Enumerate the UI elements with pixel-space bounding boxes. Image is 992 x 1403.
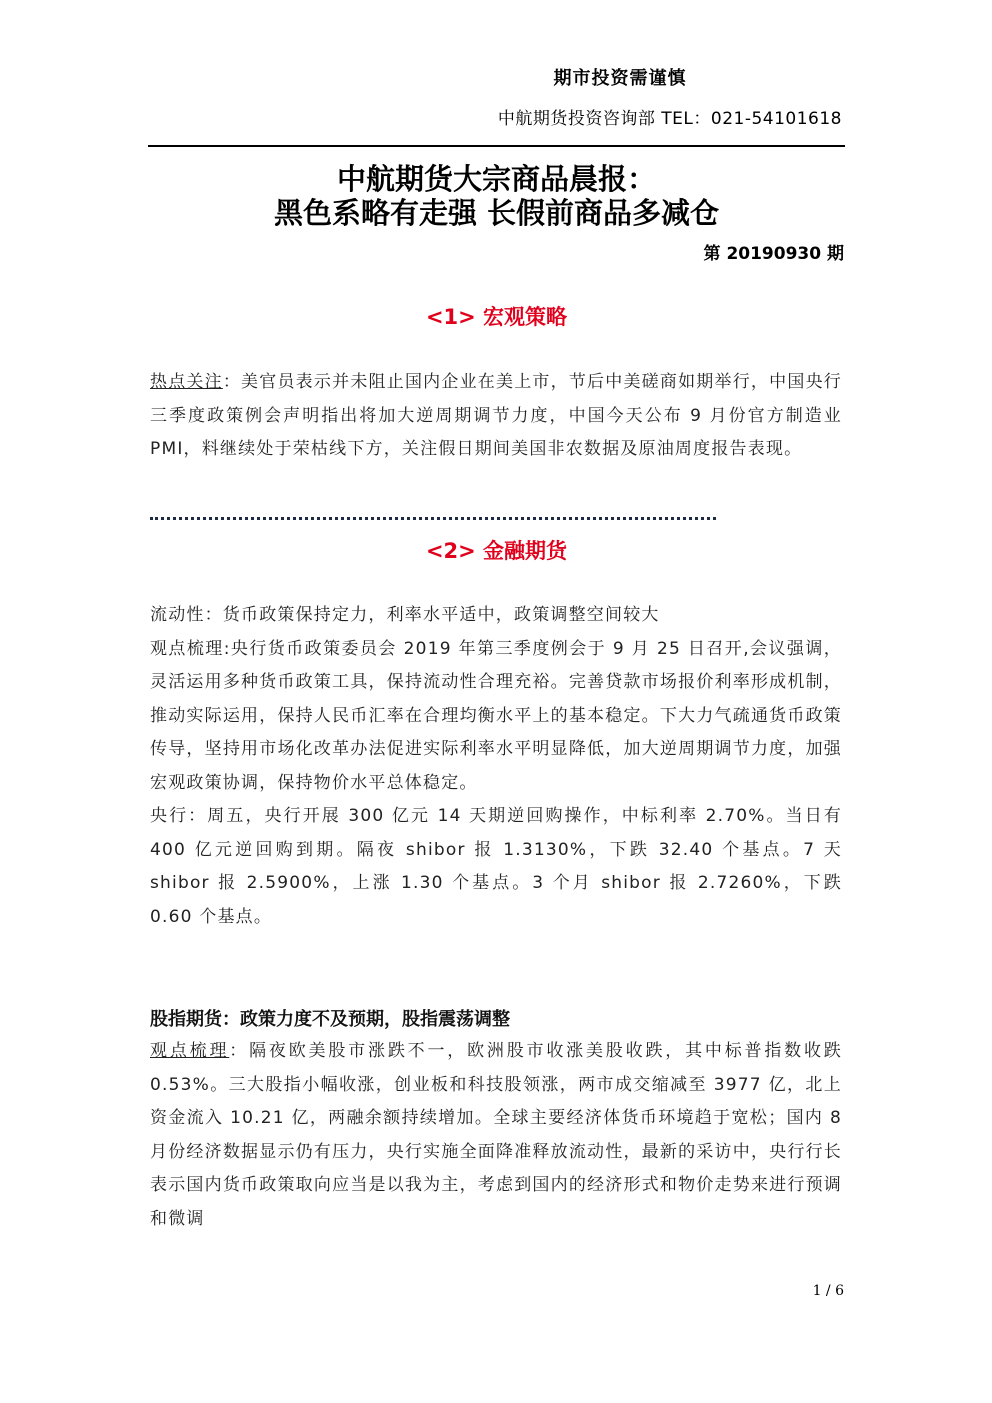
- stock-index-paragraph: [150, 1035, 842, 1236]
- report-subtitle: 黑色系略有走强 长假前商品多减仓: [273, 196, 720, 230]
- header-divider: [148, 145, 845, 147]
- dotted-divider: [150, 517, 716, 520]
- report-title: 中航期货大宗商品晨报：: [336, 162, 656, 196]
- header-slogan: 期市投资需谨慎: [553, 68, 687, 89]
- macro-label: 热点关注: [150, 372, 223, 392]
- issue-number: 第 20190930 期: [703, 244, 844, 264]
- stock-index-heading: 股指期货：政策力度不及预期，股指震荡调整: [150, 1009, 510, 1030]
- macro-text: ：美官员表示并未阻止国内企业在美上市，节后中美磋商如期举行，中国央行三季度政策例会声明指出将加大逆周期调节力度，中国今天公布 9 月份官方制造业 PMI，料继续处于荣枯线下方，关注假日期间美国非农数据及原油周度报告表现。: [150, 372, 842, 459]
- stock-index-text: ：隔夜欧美股市涨跌不一，欧洲股市收涨美股收跌，其中标普指数收跌 0.53%。三大股指小幅收涨，创业板和科技股领涨，两市成交缩减至 3977 亿，北上资金流入 10.21 亿，两融余额持续增加。全球主要经济体货币环境趋于宽松；国内 8 月份经济数据显示仍有压力，央行实施全面降准释放流动性，最新的采访中，央行行长表示国内货币政策取向应当是以我为主，考虑到国内的经济形式和物价走势来进行预调和微调: [150, 1041, 842, 1229]
- finance-paragraphs: [150, 599, 842, 934]
- section-heading-macro: <1> 宏观策略: [425, 305, 568, 329]
- pboc-paragraph: 央行：周五，央行开展 300 亿元 14 天期逆回购操作，中标利率 2.70%。当日有 400 亿元逆回购到期。隔夜 shibor 报 1.3130%，下跌 32.40 个基点。7 天 shibor 报 2.5900%，上涨 1.30 个基点。3 个月 shibor 报 2.7260%，下跌 0.60 个基点。: [150, 806, 842, 927]
- view-paragraph: 观点梳理:央行货币政策委员会 2019 年第三季度例会于 9 月 25 日召开,会议强调，灵活运用多种货币政策工具，保持流动性合理充裕。完善贷款市场报价利率形成机制，推动实际运用，保持人民币汇率在合理均衡水平上的基本稳定。下大力气疏通货币政策传导，坚持用市场化改革办法促进实际利率水平明显降低，加大逆周期调节力度，加强宏观政策协调，保持物价水平总体稳定。: [150, 638, 842, 793]
- page-number: 1 / 6: [812, 1283, 844, 1299]
- macro-paragraph: [150, 366, 842, 467]
- header-contact: 中航期货投资咨询部 TEL：021-54101618: [497, 109, 842, 129]
- liquidity-line: 流动性：货币政策保持定力，利率水平适中，政策调整空间较大: [150, 605, 660, 625]
- section-heading-finance: <2> 金融期货: [425, 539, 568, 563]
- stock-index-label: 观点梳理: [150, 1041, 230, 1061]
